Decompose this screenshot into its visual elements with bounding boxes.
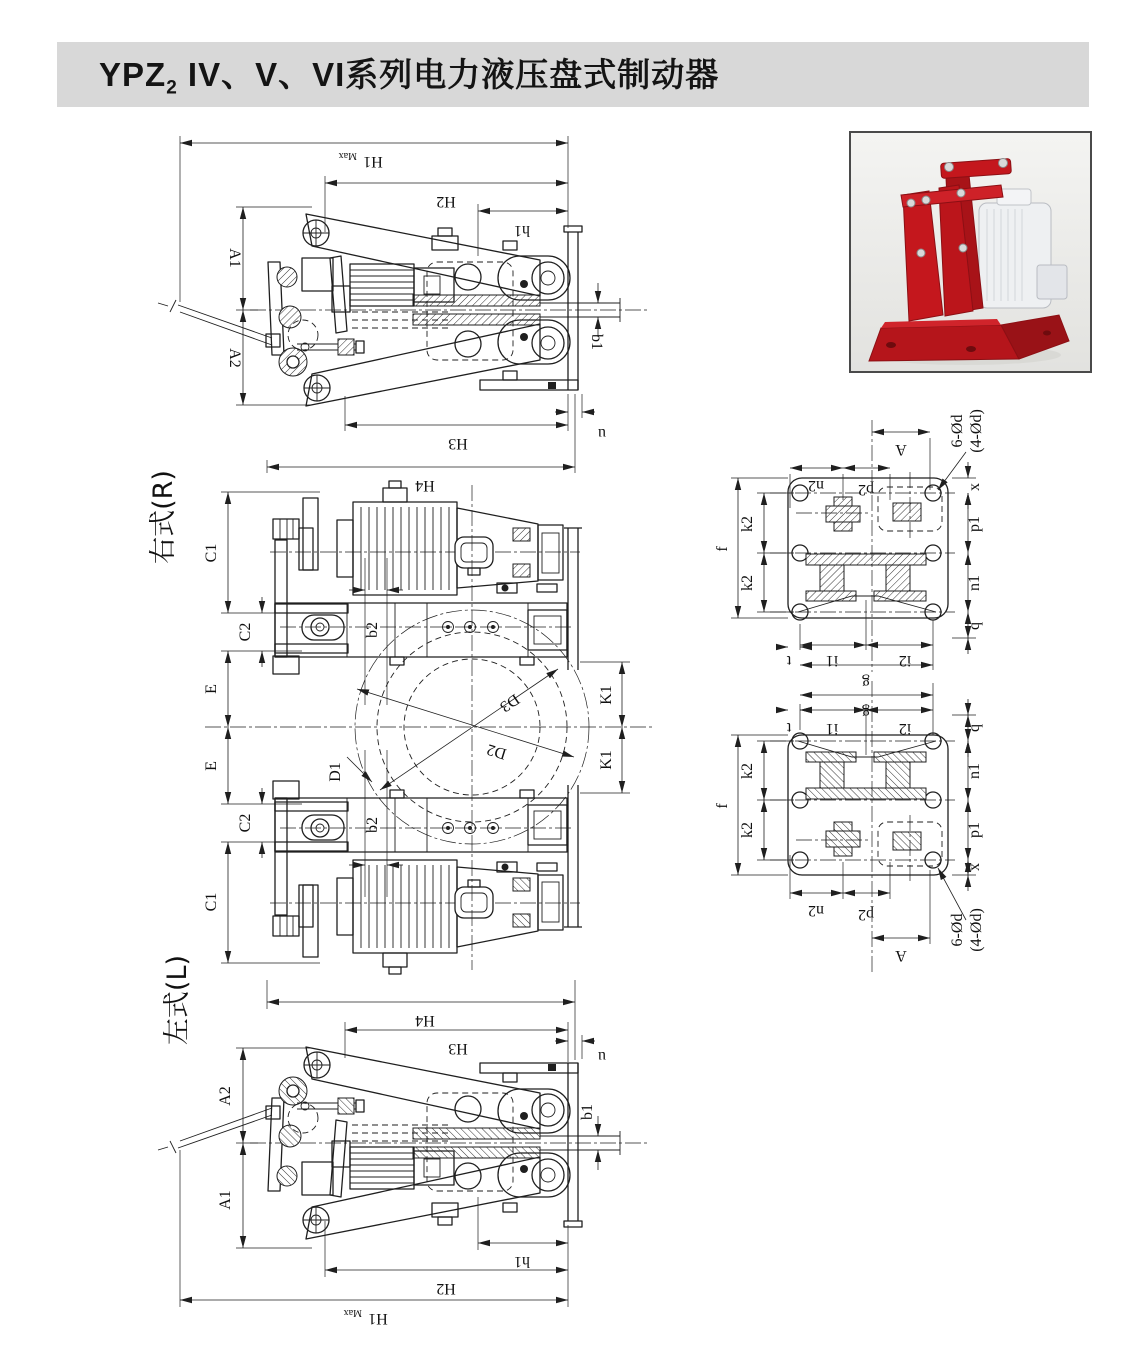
dim-k1-upper: K1: [598, 685, 615, 705]
dim-h2-top: H2: [436, 193, 456, 210]
plate-dim-p1-bottom: p1: [966, 822, 983, 838]
dim-d2: D2: [484, 740, 509, 763]
mounting-plate-top: [714, 409, 985, 691]
plate-dim-k2a-bottom: k2: [739, 763, 756, 779]
dim-u-top: u: [598, 425, 606, 442]
plate-dim-g-bottom: g: [862, 704, 870, 721]
dim-h4-top: H4: [415, 477, 435, 494]
plate-bolt-note-1-bottom: 6-Ød: [949, 913, 966, 947]
dim-a1-bottom: A1: [217, 1190, 234, 1210]
dim-e-lower: E: [203, 761, 220, 771]
plate-dim-x-top: x: [966, 483, 983, 491]
plate-dim-a-top: A: [895, 441, 907, 458]
plate-dim-p2-bottom: p2: [858, 906, 874, 923]
side-view-bottom-dimensions: [180, 980, 606, 1307]
side-view-bottom: [158, 980, 648, 1327]
dim-h4-bottom: H4: [415, 1012, 435, 1029]
plate-dim-n1-top: n1: [966, 575, 983, 591]
plate-dim-k2b-bottom: k2: [739, 822, 756, 838]
dim-b1-bottom: b1: [579, 1104, 596, 1120]
dim-label-h1max-top: [339, 150, 383, 170]
dim-d3: D3: [496, 690, 523, 716]
plate-dim-n2-top: n2: [808, 477, 824, 494]
dim-b2-upper: b2: [364, 622, 381, 638]
dim-c2-lower: C2: [237, 813, 254, 833]
plate-dim-t-bottom: t: [786, 719, 792, 736]
plate-dim-g-top: g: [862, 674, 870, 691]
dim-d1: D1: [327, 762, 344, 782]
dim-h3-top: H3: [448, 435, 468, 452]
plan-view-dimensions: [221, 492, 630, 963]
plate-dim-p1-top: p1: [966, 516, 983, 532]
plan-view: [148, 470, 655, 1045]
dim-h1-sub-top: Max: [338, 150, 357, 161]
dim-a2-bottom: A2: [217, 1086, 234, 1106]
plate-dim-i2-top: i2: [898, 652, 912, 669]
mounting-plate-bottom: [714, 681, 985, 975]
dim-a2-top: A2: [226, 348, 243, 368]
plate-bolt-note-2-bottom: (4-Ød): [968, 908, 985, 952]
page-title-series: IV、V、VI系列电力液压盘式制动器: [177, 56, 720, 94]
dim-label-h1max-bottom: [344, 1307, 388, 1327]
plate-bolt-note-1-top: 6-Ød: [949, 414, 966, 448]
page-title-brand: YPZ: [99, 56, 167, 94]
plate-dim-k2b-top: k2: [739, 575, 756, 591]
plate-dim-q-bottom: q: [966, 724, 983, 732]
plate-bolt-note-2-top: (4-Ød): [968, 409, 985, 453]
plate-dim-i1-bottom: i1: [825, 720, 839, 737]
side-view-top-dimensions: [180, 136, 606, 473]
view-label-left-type: 左式(L): [162, 954, 193, 1046]
plate-dim-t-top: t: [786, 652, 792, 669]
plate-dim-a-bottom: A: [895, 947, 907, 964]
dim-c2-upper: C2: [237, 622, 254, 642]
dim-h1-top: H1: [363, 153, 383, 170]
mounting-plate-top-dimensions: [731, 432, 976, 670]
plate-dim-f-top: f: [714, 546, 731, 552]
dim-h3-bottom: H3: [448, 1040, 468, 1057]
plate-dim-i2-bottom: i2: [898, 720, 912, 737]
dim-e-upper: E: [203, 684, 220, 694]
brake-disc: [205, 485, 655, 970]
plate-dim-p2-top: p2: [858, 481, 874, 498]
dim-h1-bottom: H1: [368, 1310, 388, 1327]
plate-dim-n1-bottom: n1: [966, 763, 983, 779]
dim-h2-bottom: H2: [436, 1280, 456, 1297]
mounting-plate-bottom-dimensions: [731, 683, 976, 944]
plate-dim-k2a-top: k2: [739, 516, 756, 532]
dim-h1small-bottom: h1: [514, 1253, 530, 1270]
plate-dim-n2-bottom: n2: [808, 902, 824, 919]
dim-k1-lower: K1: [598, 750, 615, 770]
dim-b2-lower: b2: [364, 817, 381, 833]
plate-dim-x-bottom: x: [966, 863, 983, 871]
view-label-right-type: 右式(R): [148, 470, 179, 564]
dim-b1-top: b1: [588, 334, 605, 350]
plate-dim-i1-top: i1: [825, 652, 839, 669]
plate-dim-f-bottom: f: [714, 803, 731, 809]
dim-h1-sub-bottom: Max: [343, 1307, 362, 1318]
dim-c1-lower: C1: [203, 892, 220, 912]
side-view-top: [158, 136, 648, 494]
dim-h1small-top: h1: [514, 222, 530, 239]
dim-a1-top: A1: [226, 248, 243, 268]
dim-u-bottom: u: [598, 1048, 606, 1065]
page-title-subscript: 2: [166, 77, 178, 99]
plate-dim-q-top: q: [966, 622, 983, 630]
dim-c1-upper: C1: [203, 543, 220, 563]
